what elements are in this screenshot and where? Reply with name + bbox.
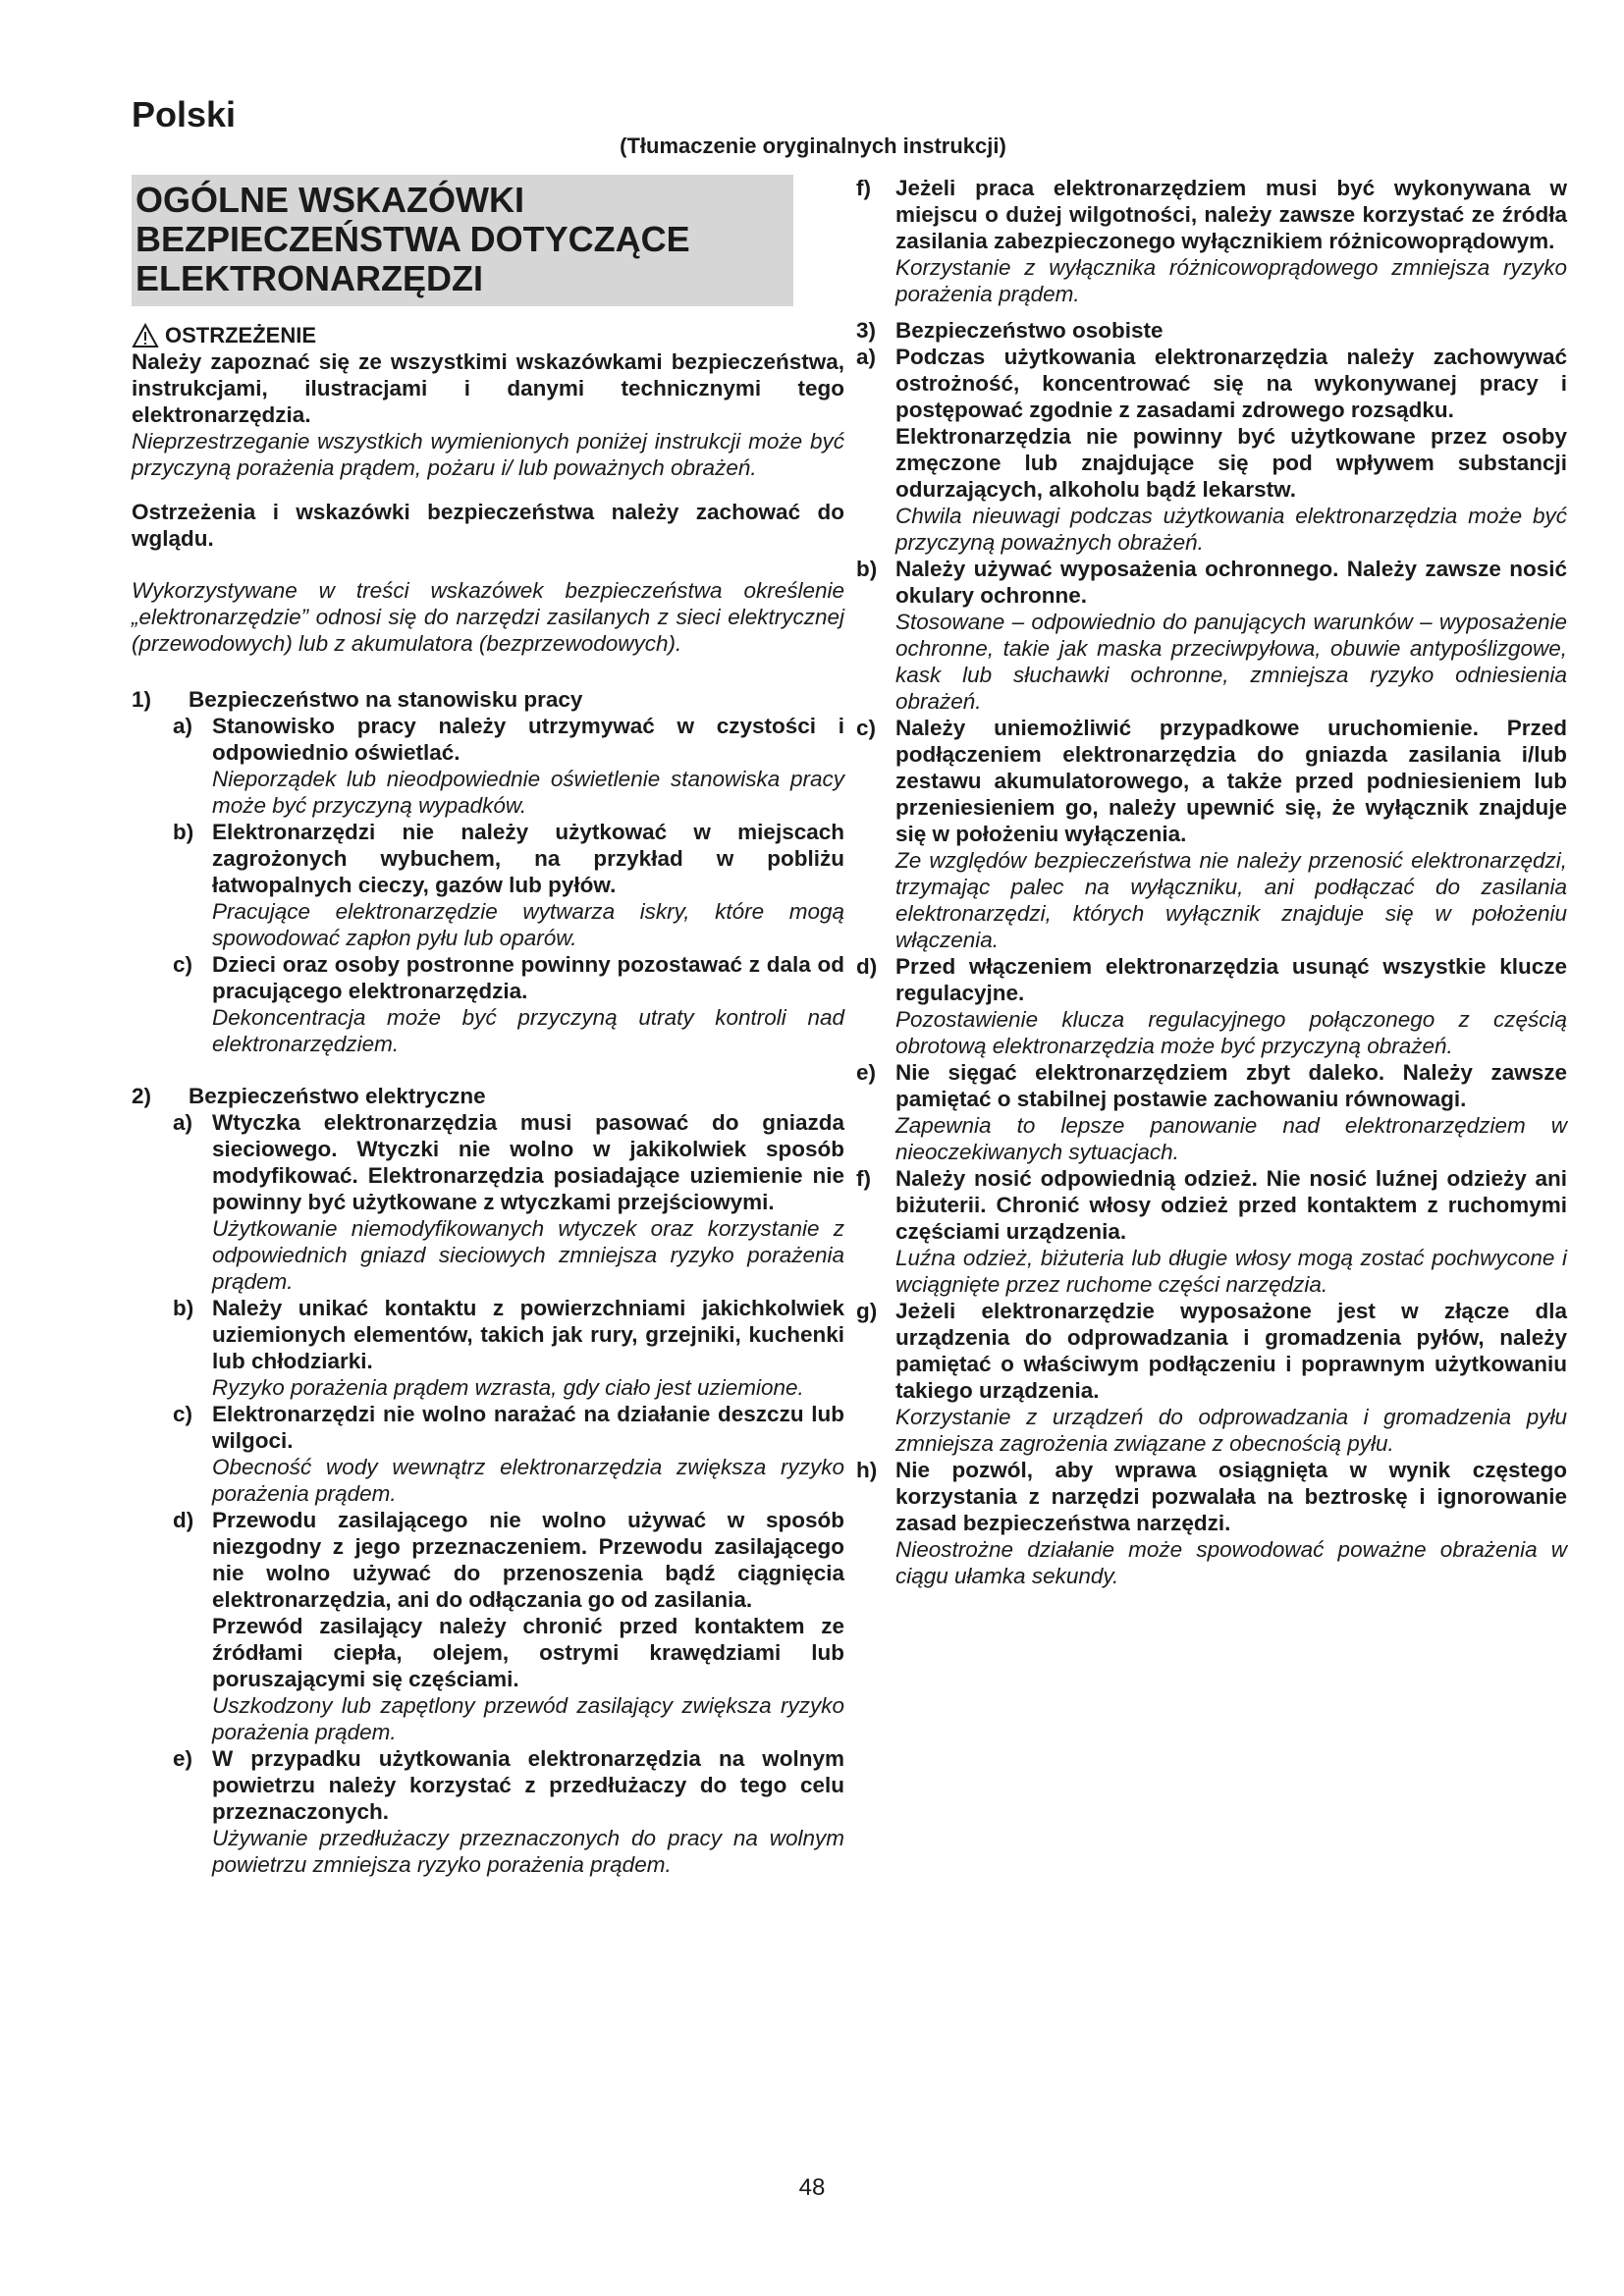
item-letter: d) <box>173 1508 194 1532</box>
list-item <box>856 1059 1567 1165</box>
list-item <box>173 713 844 819</box>
section-title-1: Bezpieczeństwo na stanowisku pracy <box>189 687 583 712</box>
item-italic: Pracujące elektronarzędzie wytwarza iskry, które mogą spowodować zapłon pyłu lub oparów. <box>212 899 844 950</box>
list-item <box>856 175 1567 307</box>
list-item <box>173 1507 844 1745</box>
list-item <box>173 1109 844 1295</box>
item-bold: Należy uniemożliwić przypadkowe uruchomienie. Przed podłączeniem elektronarzędzia do gniazda zasilania i/lub zestawu akumulatorowego, a także przed podniesieniem lub przeniesieniem go, należy upewnić się, że wyłącznik znajduje się w położeniu wyłączenia. <box>895 716 1567 846</box>
item-italic: Używanie przedłużaczy przeznaczonych do pracy na wolnym powietrzu zmniejsza ryzyko porażenia prądem. <box>212 1826 844 1877</box>
item-italic: Pozostawienie klucza regulacyjnego połączonego z częścią obrotową elektronarzędzia może być przyczyną obrażeń. <box>895 1007 1567 1058</box>
section-2-header <box>132 1083 844 1109</box>
item-italic: Uszkodzony lub zapętlony przewód zasilający zwiększa ryzyko porażenia prądem. <box>212 1693 844 1744</box>
item-italic: Nieporządek lub nieodpowiednie oświetlenie stanowiska pracy może być przyczyną wypadków. <box>212 767 844 818</box>
item-letter: e) <box>173 1746 193 1771</box>
item-letter: c) <box>856 716 877 740</box>
item-bold-2: Elektronarzędzia nie powinny być użytkowane przez osoby zmęczone lub znajdujące się pod wpływem substancji odurzających, alkoholu bądź lekarstw. <box>895 424 1567 502</box>
item-letter: c) <box>173 1402 193 1426</box>
list-item <box>173 819 844 951</box>
item-letter: h) <box>856 1458 878 1482</box>
item-italic: Nieostrożne działanie może spowodować poważne obrażenia w ciągu ułamka sekundy. <box>895 1537 1567 1588</box>
item-bold: Należy nosić odpowiednią odzież. Nie nosić luźnej odzieży ani biżuterii. Chronić włosy odzież przed kontaktem z ruchomymi częściami urządzenia. <box>895 1166 1567 1244</box>
item-bold: Elektronarzędzi nie wolno narażać na działanie deszczu lub wilgoci. <box>212 1402 844 1453</box>
item-italic: Korzystanie z urządzeń do odprowadzania i gromadzenia pyłu zmniejsza zagrożenia związane z obecnością pyłu. <box>895 1405 1567 1456</box>
warning-header <box>132 322 844 348</box>
item-bold: Stanowisko pracy należy utrzymywać w czystości i odpowiednio oświetlać. <box>212 714 844 765</box>
right-column <box>856 175 1567 1589</box>
item-letter: c) <box>173 952 193 977</box>
item-bold: Przewodu zasilającego nie wolno używać w sposób niezgodny z jego przeznaczeniem. Przewodu zasilającego nie wolno używać do przenoszenia bądź ciągnięcia elektronarzędzia, ani do odłączania go od zasilania. <box>212 1508 844 1612</box>
item-bold: W przypadku użytkowania elektronarzędzia na wolnym powietrzu należy korzystać z przedłużaczy do tego celu przeznaczonych. <box>212 1746 844 1824</box>
list-item <box>856 1165 1567 1298</box>
item-bold: Jeżeli praca elektronarzędziem musi być wykonywana w miejscu o dużej wilgotności, należy zawsze korzystać ze źródła zasilania zabezpieczonego wyłącznikiem różnicowoprądowym. <box>895 176 1567 253</box>
item-italic: Użytkowanie niemodyfikowanych wtyczek oraz korzystanie z odpowiednich gniazd sieciowych zmniejsza ryzyko porażenia prądem. <box>212 1216 844 1294</box>
section-number: 2) <box>132 1084 152 1108</box>
item-bold: Dzieci oraz osoby postronne powinny pozostawać z dala od pracującego elektronarzędzia. <box>212 952 844 1003</box>
intro-italic: Nieprzestrzeganie wszystkich wymienionych poniżej instrukcji może być przyczyną porażenia prądem, pożaru i/ lub poważnych obrażeń. <box>132 429 844 480</box>
section-title: OGÓLNE WSKAZÓWKI BEZPIECZEŃSTWA DOTYCZĄCE ELEKTRONARZĘDZI <box>132 175 793 306</box>
list-item <box>856 1457 1567 1589</box>
list-item <box>173 951 844 1057</box>
item-bold: Wtyczka elektronarzędzia musi pasować do gniazda sieciowego. Wtyczki nie wolno w jakikolwiek sposób modyfikować. Elektronarzędzia posiadające uziemienie nie powinny być użytkowane z wtyczkami przejściowymi. <box>212 1110 844 1214</box>
item-italic: Ryzyko porażenia prądem wzrasta, gdy ciało jest uziemione. <box>212 1375 804 1400</box>
item-bold: Przed włączeniem elektronarzędzia usunąć wszystkie klucze regulacyjne. <box>895 954 1567 1005</box>
section-number: 1) <box>132 687 152 712</box>
item-letter: f) <box>856 1166 871 1191</box>
item-letter: a) <box>173 714 193 738</box>
warning-label: OSTRZEŻENIE <box>165 323 317 347</box>
list-item <box>856 344 1567 556</box>
list-item <box>856 953 1567 1059</box>
section-1-header <box>132 686 844 713</box>
item-italic: Korzystanie z wyłącznika różnicowoprądowego zmniejsza ryzyko porażenia prądem. <box>895 255 1567 306</box>
item-bold: Jeżeli elektronarzędzie wyposażone jest w złącze dla urządzenia do odprowadzania i gromadzenia pyłów, należy pamiętać o właściwym podłączeniu i poprawnym użytkowaniu takiego urządzenia. <box>895 1299 1567 1403</box>
item-italic: Ze względów bezpieczeństwa nie należy przenosić elektronarzędzi, trzymając palec na wyłączniku, ani podłączać do zasilania elektronarzędzi, których wyłącznik znajduje się w położeniu włączenia. <box>895 848 1567 952</box>
section-title-2: Bezpieczeństwo elektryczne <box>189 1084 486 1108</box>
list-item <box>173 1745 844 1878</box>
item-italic: Stosowane – odpowiednio do panujących warunków – wyposażenie ochronne, takie jak maska przeciwpyłowa, obuwie antypoślizgowe, kask lub słuchawki ochronne, zmniejsza ryzyko odniesienia obrażeń. <box>895 610 1567 714</box>
warning-triangle-icon <box>132 323 159 348</box>
item-bold: Podczas użytkowania elektronarzędzia należy zachowywać ostrożność, koncentrować się na wykonywanej pracy i postępować zgodnie z zasadami zdrowego rozsądku. <box>895 345 1567 422</box>
item-bold: Należy używać wyposażenia ochronnego. Należy zawsze nosić okulary ochronne. <box>895 557 1567 608</box>
item-letter: f) <box>856 176 871 200</box>
item-bold: Elektronarzędzi nie należy użytkować w miejscach zagrożonych wybuchem, na przykład w pobliżu łatwopalnych cieczy, gazów lub pyłów. <box>212 820 844 897</box>
item-letter: a) <box>856 345 877 369</box>
intro-definition: Wykorzystywane w treści wskazówek bezpieczeństwa określenie „elektronarzędzie” odnosi się do narzędzi zasilanych z sieci elektrycznej (przewodowych) lub z akumulatora (bezprzewodowych). <box>132 578 844 656</box>
document-subtitle: (Tłumaczenie oryginalnych instrukcji) <box>620 133 1006 158</box>
item-italic: Zapewnia to lepsze panowanie nad elektronarzędziem w nieoczekiwanych sytuacjach. <box>895 1113 1567 1164</box>
intro-bold: Należy zapoznać się ze wszystkimi wskazówkami bezpieczeństwa, instrukcjami, ilustracjami i danymi technicznymi tego elektronarzędzia. <box>132 349 844 427</box>
page-number: 48 <box>798 2174 826 2201</box>
item-letter: e) <box>856 1060 877 1085</box>
item-bold-2: Przewód zasilający należy chronić przed kontaktem ze źródłami ciepła, olejem, ostrymi krawędziami lub poruszającymi się częściami. <box>212 1614 844 1691</box>
left-column <box>132 175 844 1878</box>
item-letter: a) <box>173 1110 193 1135</box>
list-item <box>856 715 1567 953</box>
item-italic: Dekoncentracja może być przyczyną utraty kontroli nad elektronarzędziem. <box>212 1005 844 1056</box>
list-item <box>173 1295 844 1401</box>
item-letter: g) <box>856 1299 878 1323</box>
section-title-3: Bezpieczeństwo osobiste <box>895 318 1164 343</box>
item-bold: Nie sięgać elektronarzędziem zbyt daleko. Należy zawsze pamiętać o stabilnej postawie zachowaniu równowagi. <box>895 1060 1567 1111</box>
item-letter: b) <box>173 1296 194 1320</box>
item-italic: Luźna odzież, biżuteria lub długie włosy mogą zostać pochwycone i wciągnięte przez ruchome części narzędzia. <box>895 1246 1567 1297</box>
item-bold: Należy unikać kontaktu z powierzchniami jakichkolwiek uziemionych elementów, takich jak rury, grzejniki, kuchenki lub chłodziarki. <box>212 1296 844 1373</box>
section-3-header <box>856 317 1567 344</box>
language-label: Polski <box>132 94 237 134</box>
list-item <box>173 1401 844 1507</box>
item-letter: d) <box>856 954 878 979</box>
item-italic: Obecność wody wewnątrz elektronarzędzia zwiększa ryzyko porażenia prądem. <box>212 1455 844 1506</box>
intro-keep: Ostrzeżenia i wskazówki bezpieczeństwa należy zachować do wglądu. <box>132 500 844 551</box>
item-bold: Nie pozwól, aby wprawa osiągnięta w wynik częstego korzystania z narzędzi pozwalała na beztroskę i ignorowanie zasad bezpieczeństwa narzędzi. <box>895 1458 1567 1535</box>
list-item <box>856 556 1567 715</box>
section-number: 3) <box>856 318 877 343</box>
list-item <box>856 1298 1567 1457</box>
item-letter: b) <box>856 557 878 581</box>
item-italic: Chwila nieuwagi podczas użytkowania elektronarzędzia może być przyczyną poważnych obrażeń. <box>895 504 1567 555</box>
item-letter: b) <box>173 820 194 844</box>
